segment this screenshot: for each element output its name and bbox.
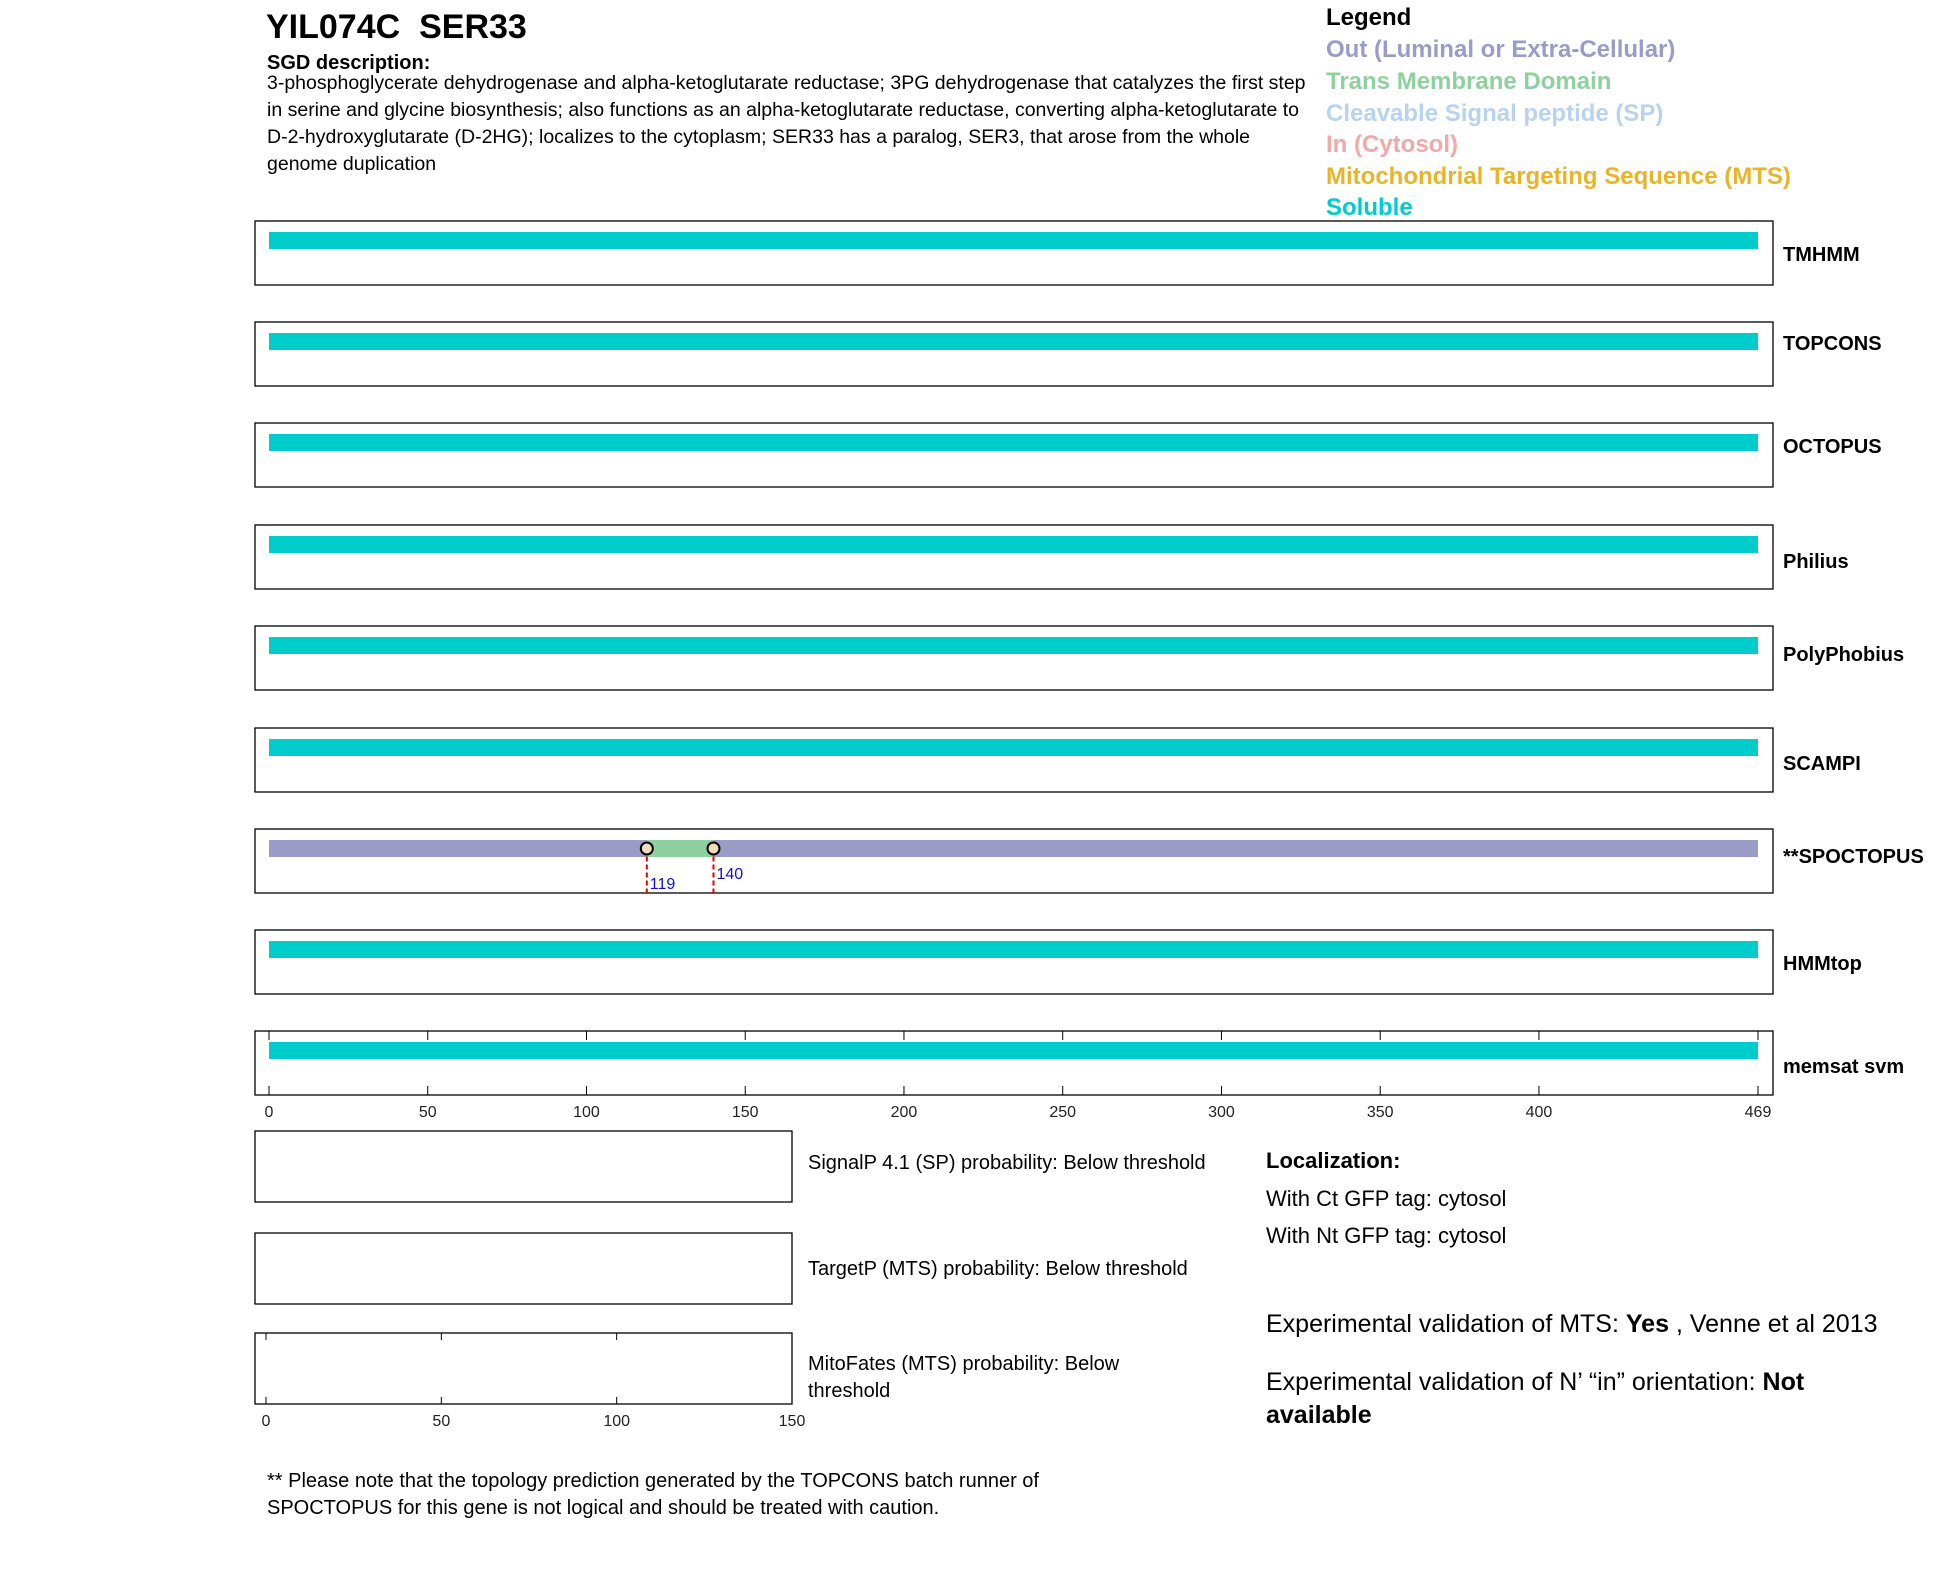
- orientation-validation-prefix: Experimental validation of N’ “in” orientation:: [1266, 1368, 1763, 1396]
- track-box-hmmtop: [255, 930, 1773, 994]
- mitofates-tick-label-50: 50: [432, 1413, 451, 1430]
- mitofates-label: MitoFates (MTS) probability: Below threshold: [808, 1353, 1120, 1402]
- segment-hmmtop-0: [269, 941, 1758, 958]
- track-label-tmhmm: TMHMM: [1783, 244, 1860, 266]
- orientation-validation: [1266, 1366, 1906, 1432]
- marker-dot-140: [707, 843, 719, 855]
- track-label-hmmtop: HMMtop: [1783, 953, 1862, 975]
- track-box-philius: [255, 525, 1773, 589]
- segment-memsat-svm-0: [269, 1042, 1758, 1059]
- segment-polyphobius-0: [269, 637, 1758, 654]
- track-label-topcons: TOPCONS: [1783, 333, 1882, 355]
- track-box-octopus: [255, 423, 1773, 487]
- track-box-tmhmm: [255, 221, 1773, 285]
- track-box-spoctopus: [255, 829, 1773, 893]
- track-label-spoctopus: **SPOCTOPUS: [1783, 846, 1924, 868]
- mts-validation-value: Yes: [1625, 1310, 1669, 1338]
- gene-name: SER33: [419, 8, 527, 46]
- legend-title: Legend: [1326, 4, 1412, 31]
- marker-label-140: 140: [716, 866, 744, 883]
- sgd-description-heading: SGD description:: [267, 52, 431, 74]
- probability-box-2: [255, 1333, 792, 1404]
- track-label-scampi: SCAMPI: [1783, 753, 1861, 775]
- probability-box-1: [255, 1233, 792, 1304]
- tick-label-400: 400: [1525, 1104, 1553, 1121]
- localization-ct: With Ct GFP tag: cytosol: [1266, 1186, 1507, 1211]
- targetp-label: TargetP (MTS) probability: Below threshold: [808, 1258, 1188, 1280]
- track-box-polyphobius: [255, 626, 1773, 690]
- track-label-octopus: OCTOPUS: [1783, 436, 1882, 458]
- footnote: ** Please note that the topology prediction generated by the TOPCONS batch runner of SPOCTOPUS for this gene is not logical and should be treated with caution.: [267, 1470, 1039, 1519]
- segment-spoctopus-1: [647, 840, 714, 857]
- segment-scampi-0: [269, 739, 1758, 756]
- mitofates-tick-label-150: 150: [778, 1413, 806, 1430]
- localization-heading: Localization:: [1266, 1148, 1401, 1173]
- segment-tmhmm-0: [269, 232, 1758, 249]
- marker-dot-119: [641, 843, 653, 855]
- mitofates-tick-label-0: 0: [261, 1413, 271, 1430]
- tick-label-100: 100: [573, 1104, 600, 1121]
- tick-label-300: 300: [1208, 1104, 1235, 1121]
- tick-label-200: 200: [890, 1104, 918, 1121]
- track-box-memsat-svm: [255, 1031, 1773, 1095]
- gene-id: YIL074C: [266, 8, 401, 46]
- segment-spoctopus-0: [269, 840, 647, 857]
- mts-validation: [1266, 1308, 1906, 1341]
- signalp-label: SignalP 4.1 (SP) probability: Below threshold: [808, 1152, 1206, 1174]
- mts-validation-suffix: , Venne et al 2013: [1669, 1310, 1878, 1338]
- tick-label-50: 50: [418, 1104, 437, 1121]
- localization-nt: With Nt GFP tag: cytosol: [1266, 1223, 1507, 1248]
- legend-item-out: Out (Luminal or Extra-Cellular): [1326, 36, 1676, 63]
- legend-item-sp: Cleavable Signal peptide (SP): [1326, 100, 1664, 127]
- legend-item-in: In (Cytosol): [1326, 131, 1458, 158]
- tick-label-350: 350: [1366, 1104, 1394, 1121]
- mts-validation-prefix: Experimental validation of MTS:: [1266, 1310, 1626, 1338]
- segment-octopus-0: [269, 434, 1758, 451]
- tick-label-0: 0: [264, 1104, 274, 1121]
- marker-label-119: 119: [649, 876, 676, 893]
- probability-box-0: [255, 1131, 792, 1202]
- legend-item-tm: Trans Membrane Domain: [1326, 68, 1612, 95]
- orientation-validation-value: Not available: [1266, 1368, 1805, 1429]
- track-label-polyphobius: PolyPhobius: [1783, 644, 1905, 666]
- segment-topcons-0: [269, 333, 1758, 350]
- track-box-topcons: [255, 322, 1773, 386]
- tick-label-150: 150: [731, 1104, 759, 1121]
- sgd-description-text: 3-phosphoglycerate dehydrogenase and alpha-ketoglutarate reductase; 3PG dehydrogenase that catalyzes the first step in serine and glycine biosynthesis; also functions as an alpha-ketoglutarate reductase, converting alpha-ketoglutarate to D-2-hydroxyglutarate (D-2HG); localizes to the cytoplasm; SER33 has a paralog, SER3, that arose from the whole genome duplication: [267, 72, 1306, 175]
- segment-philius-0: [269, 536, 1758, 553]
- legend-item-mts: Mitochondrial Targeting Sequence (MTS): [1326, 163, 1791, 190]
- tick-label-250: 250: [1049, 1104, 1077, 1121]
- legend-item-soluble: Soluble: [1326, 194, 1413, 221]
- track-label-memsat-svm: memsat svm: [1783, 1056, 1905, 1078]
- mitofates-tick-label-100: 100: [603, 1413, 631, 1430]
- segment-spoctopus-2: [713, 840, 1758, 857]
- track-box-scampi: [255, 728, 1773, 792]
- track-label-philius: Philius: [1783, 551, 1849, 573]
- tick-label-469: 469: [1744, 1104, 1772, 1121]
